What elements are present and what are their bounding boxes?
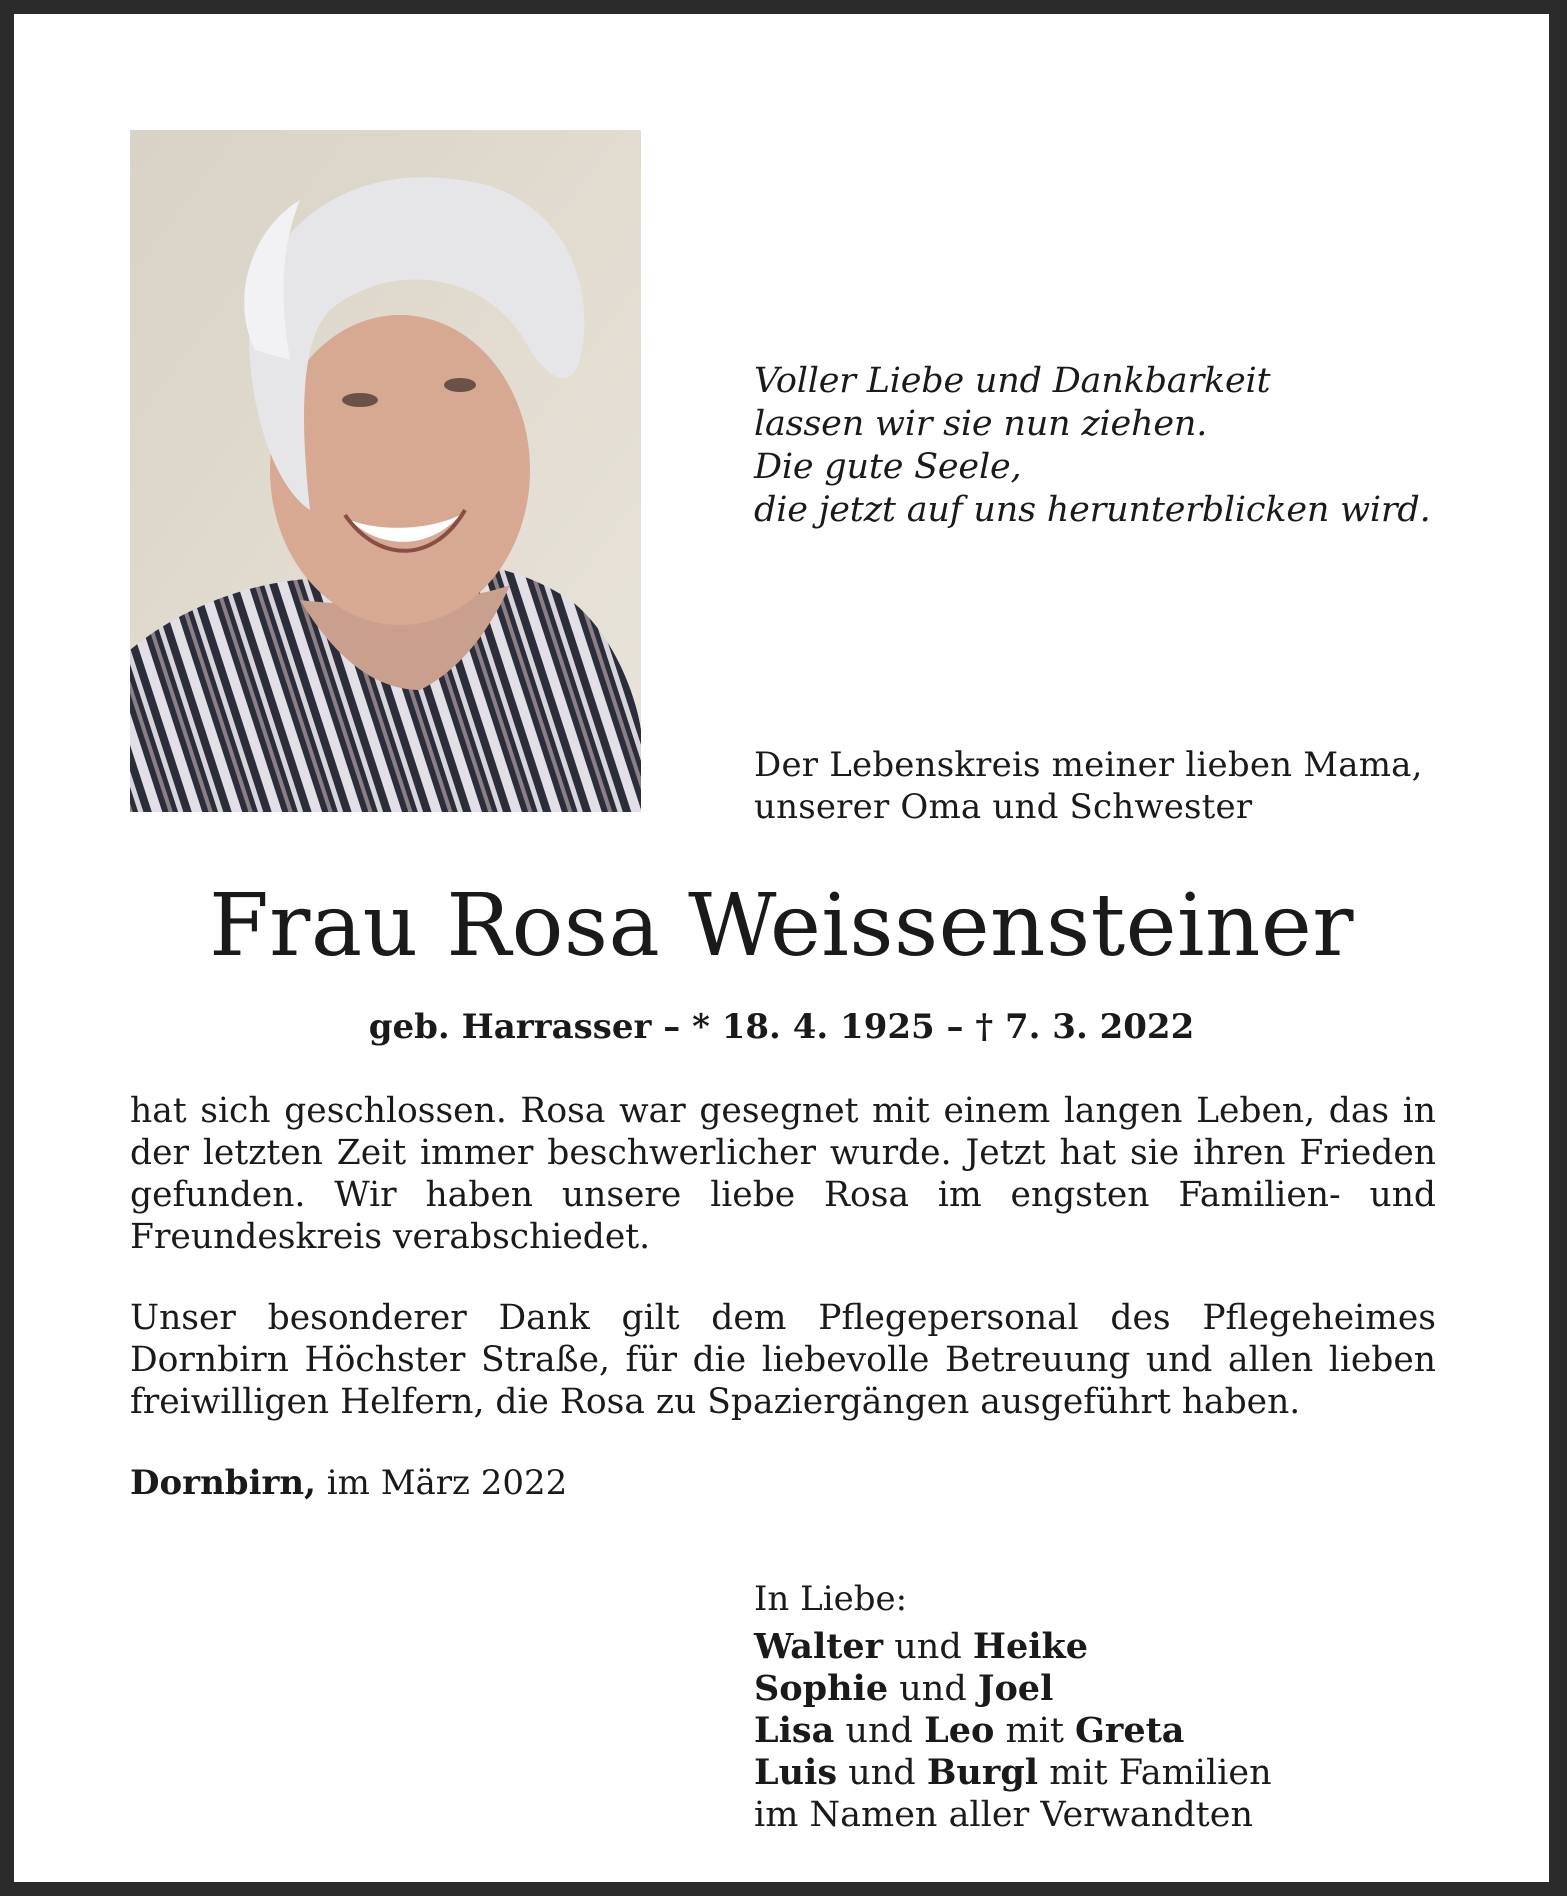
signer-row [754,1626,1272,1668]
signer-name: Joel [977,1668,1054,1709]
intro-text: Der Lebenskreis meiner lieben Mama, unserer Oma und Schwester [754,745,1423,827]
place-date: im März 2022 [326,1463,568,1503]
signer-connector: mit [1005,1711,1064,1751]
poem: Voller Liebe und Dankbarkeit lassen wir sie nun ziehen. Die gute Seele, die jetzt auf uns herunterblicken wird. [754,361,1431,530]
signer-connector: und [845,1711,913,1751]
signature-heading: In Liebe: [754,1579,908,1619]
thanks-paragraph: Unser besonderer Dank gilt dem Pflegepersonal des Pflegeheimes Dornbirn Höchster Straße, für die liebevolle Betreuung und allen lieben freiwilligen Helfern, die Rosa zu Spaziergängen ausgeführt haben. [130,1298,1436,1422]
signer-name: Burgl [926,1752,1039,1793]
signer-name: Walter [754,1626,884,1667]
portrait-photo [130,130,641,812]
birth-death-dates: geb. Harrasser – * 18. 4. 1925 – † 7. 3. 2022 [368,1007,1195,1047]
signer-connector: und [848,1753,916,1793]
obituary-card [14,14,1549,1882]
place-date-line [130,1462,567,1504]
place-city: Dornbirn, [130,1463,316,1503]
closing-line: im Namen aller Verwandten [754,1795,1253,1835]
deceased-name: Frau Rosa Weissensteiner [209,876,1354,976]
signer-row [754,1668,1272,1710]
signer-name: Leo [924,1710,995,1751]
signer-name: Sophie [754,1668,889,1709]
signer-name: Greta [1075,1710,1185,1751]
signer-row [754,1752,1272,1794]
signers-list [754,1626,1272,1836]
signer-connector: mit Familien [1049,1753,1272,1793]
main-paragraph: hat sich geschlossen. Rosa war gesegnet mit einem langen Leben, das in der letzten Zeit immer beschwerlicher wurde. Jetzt hat sie ihren Frieden gefunden. Wir haben unsere liebe Rosa im engsten Familien- und Freundeskreis verabschiedet. [130,1091,1436,1257]
signer-row [754,1710,1272,1752]
signer-name: Lisa [754,1710,835,1751]
signer-name: Heike [972,1626,1089,1667]
signer-connector: und [894,1627,962,1667]
signer-name: Luis [754,1752,838,1793]
signer-connector: und [899,1669,967,1709]
